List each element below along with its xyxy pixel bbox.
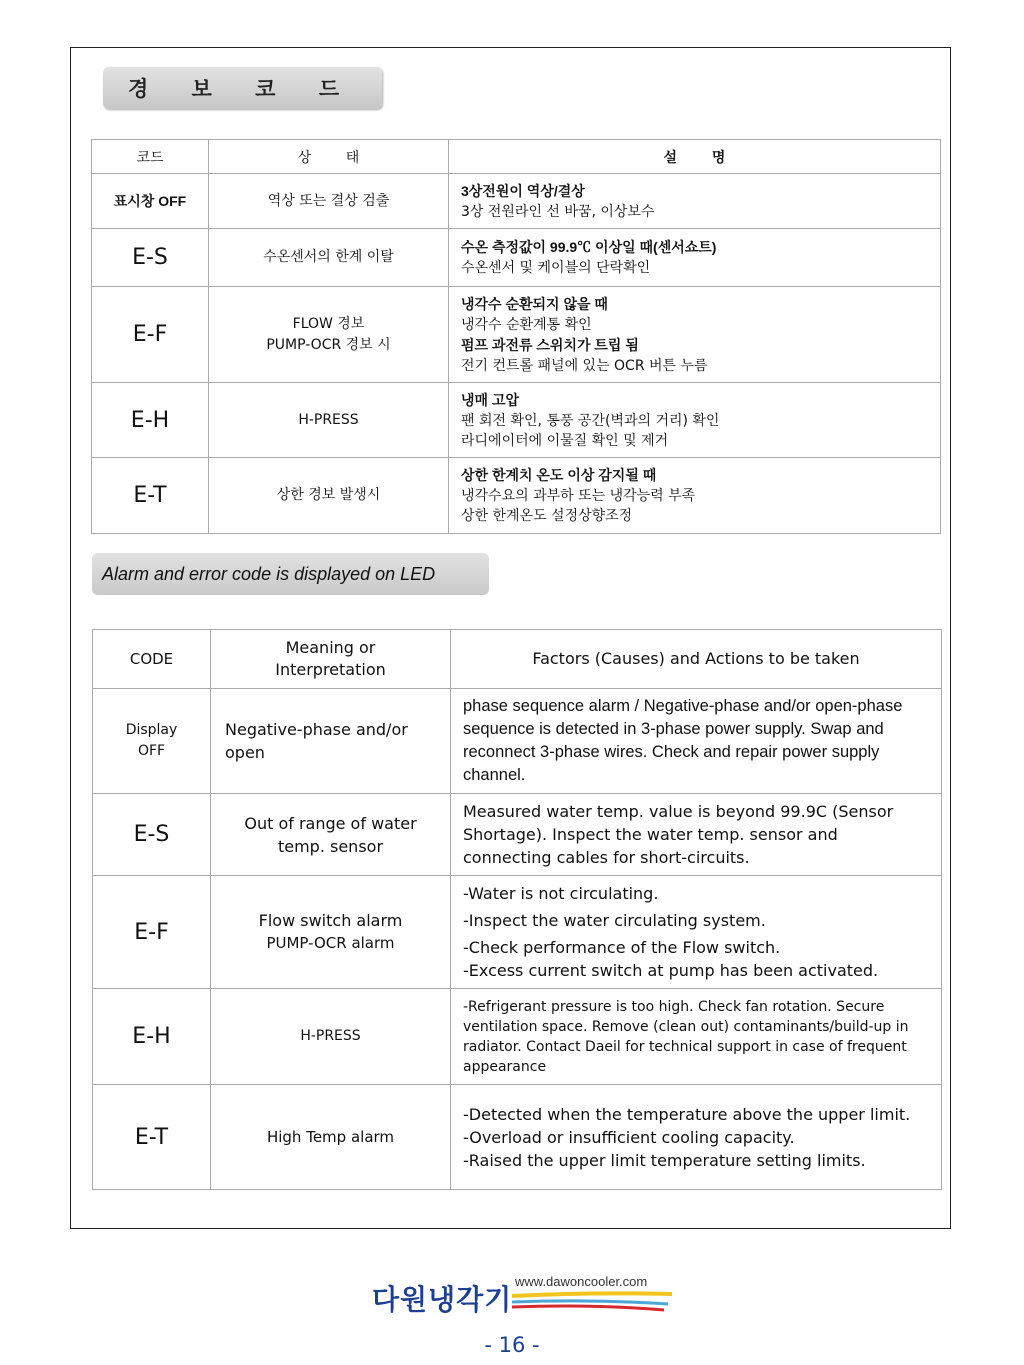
code-cell: E-F xyxy=(92,287,209,383)
header-meaning xyxy=(211,630,451,689)
desc-line: 상한 한계온도 설정상향조정 xyxy=(461,508,633,524)
desc-line xyxy=(461,335,928,356)
code-line: Display xyxy=(125,722,178,738)
desc-line: 3상 전원라인 선 바꿈, 이상보수 xyxy=(461,203,655,220)
factors-cell xyxy=(451,689,942,794)
header-state: 상 태 xyxy=(209,140,449,174)
desc-line: 냉각수요의 과부하 또는 냉각능력 부족 xyxy=(461,488,696,504)
code-cell: E-S xyxy=(93,794,211,876)
factors-cell xyxy=(451,794,942,876)
table-row xyxy=(93,989,942,1085)
table-row xyxy=(93,794,942,876)
desc-line: 팬 회전 확인, 통풍 공간(벽과의 거리) 확인 xyxy=(461,412,720,429)
factor-line: -Raised the upper limit temperature setting limits. xyxy=(463,1150,866,1170)
header-meaning-line: Meaning or xyxy=(285,638,376,657)
state-line: PUMP-OCR 경보 시 xyxy=(266,336,391,353)
table-header-row xyxy=(92,140,941,174)
section-title-korean: 경 보 코 드 xyxy=(103,67,382,109)
meaning-line: Out of range of water xyxy=(244,813,417,833)
header-factors: Factors (Causes) and Actions to be taken xyxy=(451,630,942,689)
code-cell: E-T xyxy=(93,1085,211,1190)
factor-line: -Water is not circulating. xyxy=(463,884,659,903)
code-cell: E-F xyxy=(93,876,211,989)
factor-line: -Detected when the temperature above the upper limit. xyxy=(463,1104,911,1124)
header-description: 설 명 xyxy=(449,140,941,174)
table-row xyxy=(92,383,941,458)
description-cell xyxy=(449,229,941,287)
table-row xyxy=(93,1085,942,1190)
meaning-cell xyxy=(211,876,451,989)
desc-line: 라디에이터에 이물질 확인 및 제거 xyxy=(461,432,669,449)
factor-line: -Overload or insufficient cooling capacity. xyxy=(463,1127,795,1147)
factor-text: phase sequence alarm / Negative-phase and/or open-phase sequence is detected in 3-phase power supply. Swap and reconnect 3-phase wires. Check and repair power supply channel. xyxy=(463,697,903,784)
state-line: 수온센서의 한계 이탈 xyxy=(263,249,394,265)
meaning-line: temp. sensor xyxy=(277,836,384,856)
factor-line: -Excess current switch at pump has been activated. xyxy=(463,961,879,980)
table-row xyxy=(92,458,941,534)
factor-line: -Check performance of the Flow switch. xyxy=(463,938,781,957)
desc-line xyxy=(461,390,928,411)
desc-line xyxy=(461,237,928,258)
desc-bold-text: 냉매 고압 xyxy=(461,391,519,408)
state-cell xyxy=(209,383,449,458)
code-line: OFF xyxy=(137,743,166,759)
state-line: H-PRESS xyxy=(298,411,359,428)
factor-text: -Refrigerant pressure is too high. Check fan rotation. Secure ventilation space. Remove (clean out) contaminants/build-up in radiator. Contact Daeil for technical support in case of frequent appearance xyxy=(463,998,909,1075)
header-code: CODE xyxy=(93,630,211,689)
meaning-line: open xyxy=(225,743,265,762)
desc-line: 수온센서 및 케이블의 단락확인 xyxy=(461,260,651,276)
description-cell xyxy=(449,458,941,534)
state-line: 상한 경보 발생시 xyxy=(276,487,381,503)
state-cell xyxy=(209,229,449,287)
desc-line xyxy=(461,294,928,315)
factors-cell xyxy=(451,876,942,989)
logo-stripes-graphic xyxy=(372,1274,677,1320)
header-meaning-line: Interpretation xyxy=(275,660,386,679)
description-cell xyxy=(449,383,941,458)
table-row xyxy=(92,287,941,383)
state-cell xyxy=(209,287,449,383)
header-code: 코드 xyxy=(92,140,209,174)
desc-bold-text: 펌프 과전류 스위치가 트립 됨 xyxy=(461,336,639,353)
desc-line xyxy=(461,181,928,202)
code-cell: 표시창 OFF xyxy=(92,174,209,229)
meaning-line: Negative-phase and/or xyxy=(225,720,408,739)
company-logo xyxy=(372,1274,677,1320)
logo-url: www.dawoncooler.com xyxy=(515,1274,648,1289)
description-cell xyxy=(449,174,941,229)
meaning-cell: H-PRESS xyxy=(211,989,451,1085)
code-cell: E-T xyxy=(92,458,209,534)
description-cell xyxy=(449,287,941,383)
desc-line xyxy=(461,465,928,486)
desc-bold-text: 수온 측정값이 99.9℃ 이상일 때(센서쇼트) xyxy=(461,239,717,255)
page-number: - 16 - xyxy=(484,1333,540,1357)
state-line: FLOW 경보 xyxy=(292,315,365,332)
meaning-cell: High Temp alarm xyxy=(211,1085,451,1190)
desc-line: 냉각수 순환계통 확인 xyxy=(461,316,592,333)
table-row xyxy=(93,689,942,794)
state-line: 역상 또는 결상 검출 xyxy=(267,192,390,209)
meaning-line: PUMP-OCR alarm xyxy=(266,934,395,952)
korean-alarm-table xyxy=(91,139,941,534)
table-row xyxy=(92,174,941,229)
factor-text: Measured water temp. value is beyond 99.9C (Sensor Shortage). Inspect the water temp. sensor and connecting cables for short-circuits. xyxy=(463,802,894,867)
code-cell: E-H xyxy=(93,989,211,1085)
desc-bold-text: 3상전원이 역상/결상 xyxy=(461,182,585,199)
code-cell: E-S xyxy=(92,229,209,287)
table-row xyxy=(93,876,942,989)
factors-cell xyxy=(451,989,942,1085)
english-alarm-table xyxy=(92,629,942,1190)
logo-text: 다원냉각기 xyxy=(372,1283,513,1316)
table-row xyxy=(92,229,941,287)
desc-line: 전기 컨트롤 패널에 있는 OCR 버튼 누름 xyxy=(461,357,708,374)
meaning-line: Flow switch alarm xyxy=(258,911,403,930)
code-cell: E-H xyxy=(92,383,209,458)
factors-cell xyxy=(451,1085,942,1190)
factor-line: -Inspect the water circulating system. xyxy=(463,911,766,930)
state-cell xyxy=(209,174,449,229)
meaning-cell xyxy=(211,794,451,876)
code-cell xyxy=(93,689,211,794)
desc-bold-text: 상한 한계치 온도 이상 감지될 때 xyxy=(461,467,657,483)
desc-bold-text: 냉각수 순환되지 않을 때 xyxy=(461,295,608,312)
meaning-cell xyxy=(211,689,451,794)
table-header-row xyxy=(93,630,942,689)
state-cell xyxy=(209,458,449,534)
section-title-english: Alarm and error code is displayed on LED xyxy=(92,553,489,595)
